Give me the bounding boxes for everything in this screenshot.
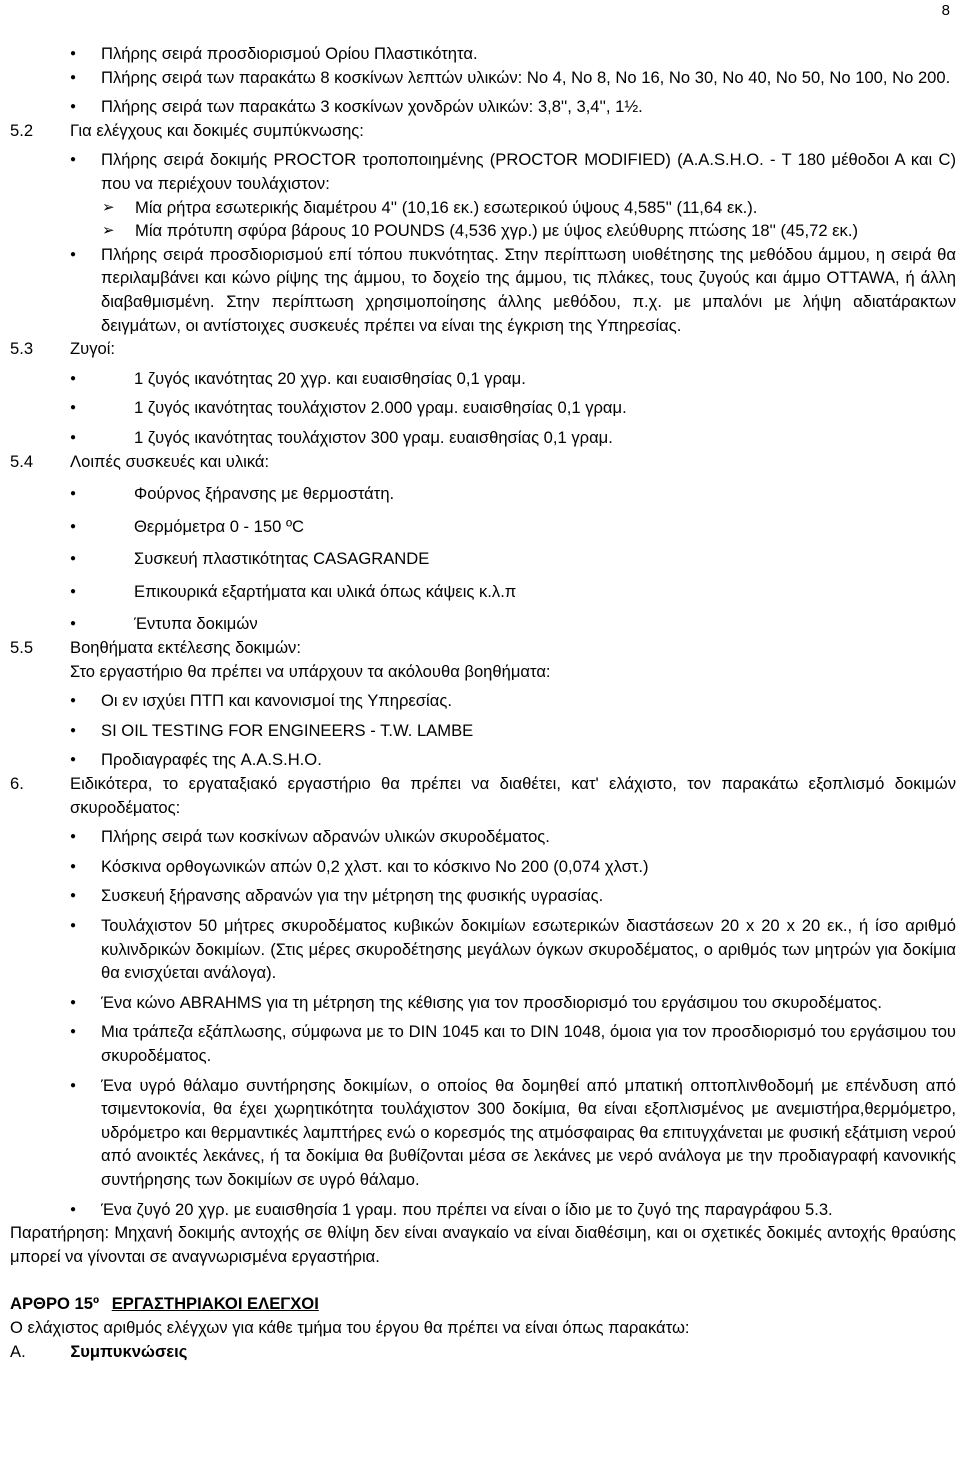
list-item: ● Φούρνος ξήρανσης με θερμοστάτη.: [10, 482, 956, 506]
list-item: ● Μια τράπεζα εξάπλωσης, σύμφωνα με το DIN 1045 και το DIN 1048, όμοια για τον προσδιορισμό του εργάσιμου του σκυροδέματος.: [10, 1020, 956, 1067]
subsection-title: Συμπυκνώσεις: [70, 1341, 188, 1361]
article-intro: Ο ελάχιστος αριθμός ελέγχων για κάθε τμήμα του έργου θα πρέπει να είναι όπως παρακάτω:: [10, 1317, 690, 1337]
page-number: 8: [941, 2, 950, 19]
section-5-2: [10, 119, 956, 143]
list-item: ● 1 ζυγός ικανότητας 20 χγρ. και ευαισθησίας 0,1 γραμ.: [10, 367, 956, 391]
list-item: ● Ένα κώνο ABRAHMS για τη μέτρηση της κέθισης για τον προσδιορισμό του εργάσιμου του σκυροδέματος.: [10, 991, 956, 1015]
section-5-5: [10, 636, 956, 660]
article-heading: [10, 1292, 956, 1316]
list-item: ● Συσκευή ξήρανσης αδρανών για την μέτρηση της φυσικής υγρασίας.: [10, 884, 956, 908]
document-body: [10, 42, 956, 1363]
subsection-letter: Α.: [10, 1341, 26, 1361]
list-item: ● Ένα ζυγό 20 χγρ. με ευαισθησία 1 γραμ. που πρέπει να είναι ο ίδιο με το ζυγό της παραγράφου 5.3.: [10, 1198, 956, 1222]
list-item: ● Θερμόμετρα 0 - 150 ºC: [10, 515, 956, 539]
list-item: ● Ένα υγρό θάλαμο συντήρησης δοκιμίων, ο οποίος θα δομηθεί από μπατική οπτοπλινθοδομή με επένδυση από τσιμεντοκονία, θα έχει χωρητικότητα τουλάχιστον 300 δοκίμια, θα είναι εξοπλισμένος με ανεμιστήρα,θερμόμετρο, υδρόμετρο και θερμαντικές λαμπτήρες ενώ ο κορεσμός της ατμόσφαιρας θα επιτυγχάνεται με φυσική εξάτμιση νερού από ανοικτές λεκάνες, ή τα δοκίμια θα βυθίζονται μέσα σε λεκάνες με νερό ανάλογα με την προδιαγραφή κανονικής συντήρησης των δοκιμίων σε υγρό θάλαμο.: [10, 1074, 956, 1192]
list-item: ● Πλήρης σειρά προσδιορισμού Ορίου Πλαστικότητα.: [10, 42, 956, 66]
list-item: ● Πλήρης σειρά των παρακάτω 8 κοσκίνων λεπτών υλικών: Νο 4, Νο 8, Νο 16, Νο 30, Νο 40, Νο 50, Νο 100, Νο 200.: [10, 66, 956, 90]
section-number: 6.: [10, 774, 24, 794]
list-item: ● SI OIL TESTING FOR ENGINEERS - T.W. LAMBE: [10, 719, 956, 743]
list-item: ● 1 ζυγός ικανότητας τουλάχιστον 2.000 γραμ. ευαισθησίας 0,1 γραμ.: [10, 396, 956, 420]
section-title: Ειδικότερα, το εργαταξιακό εργαστήριο θα πρέπει να διαθέτει, κατ' ελάχιστο, τον παρακάτω εξοπλισμό δοκιμών σκυροδέματος:: [70, 774, 956, 817]
section-5-3: [10, 337, 956, 361]
list-item: ● Έντυπα δοκιμών: [10, 612, 956, 636]
list-item: ● 1 ζυγός ικανότητας τουλάχιστον 300 γραμ. ευαισθησίας 0,1 γραμ.: [10, 426, 956, 450]
subsection-a: [10, 1340, 956, 1364]
note-paragraph: Παρατήρηση: Μηχανή δοκιμής αντοχής σε θλίψη δεν είναι αναγκαίο να είναι διαθέσιμη, και οι σχετικές δοκιμές αντοχής θραύσης μπορεί να γίνονται σε αναγνωρισμένα εργαστήρια.: [10, 1223, 956, 1266]
list-item: ● Τουλάχιστον 50 μήτρες σκυροδέματος κυβικών δοκιμίων εσωτερικών διαστάσεων 20 x 20 x 20 εκ., ή ίσο αριθμό κυλινδρικών δοκιμίων. (Στις μέρες σκυροδέτησης μεγάλων όγκων σκυροδέματος, ο αριθμός των μητρών για δοκίμια θα ενισχύεται ανάλογα).: [10, 914, 956, 985]
sub-item: ➢ Μία ρήτρα εσωτερικής διαμέτρου 4'' (10,16 εκ.) εσωτερικού ύψους 4,585'' (11,64 εκ.).: [10, 196, 956, 220]
section-title: Ζυγοί:: [70, 339, 116, 359]
section-title: Λοιπές συσκευές και υλικά:: [70, 451, 270, 471]
list-item: ● Κόσκινα ορθογωνικών απών 0,2 χλστ. και το κόσκινο Νο 200 (0,074 χλστ.): [10, 855, 956, 879]
article-title: ΕΡΓΑΣΤΗΡΙΑΚΟΙ ΕΛΕΓΧΟΙ: [111, 1294, 319, 1314]
list-item: ● Προδιαγραφές της A.A.S.H.O.: [10, 748, 956, 772]
section-number: 5.3: [10, 339, 34, 359]
list-item: ● Συσκευή πλαστικότητας CASAGRANDE: [10, 547, 956, 571]
list-item: ● Πλήρης σειρά των κοσκίνων αδρανών υλικών σκυροδέματος.: [10, 825, 956, 849]
section-number: 5.2: [10, 120, 34, 140]
section-title: Για ελέγχους και δοκιμές συμπύκνωσης:: [70, 120, 364, 140]
section-5-4: [10, 450, 956, 474]
section-number: 5.4: [10, 451, 34, 471]
section-title: Βοηθήματα εκτέλεσης δοκιμών:: [70, 638, 301, 658]
list-item: ● Πλήρης σειρά των παρακάτω 3 κοσκίνων χονδρών υλικών: 3,8'', 3,4'', 1½.: [10, 95, 956, 119]
list-item: ● Πλήρης σειρά δοκιμής PROCTOR τροποποιημένης (PROCTOR MODIFIED) (A.A.S.H.O. - T 180 μέθοδοι Α και C) που να περιέχουν τουλάχιστον:: [10, 148, 956, 195]
article-label: ΑΡΘΡΟ 15º: [10, 1294, 100, 1314]
section-number: 5.5: [10, 638, 34, 658]
section-intro: Στο εργαστήριο θα πρέπει να υπάρχουν τα ακόλουθα βοηθήματα:: [70, 661, 551, 681]
list-item: ● Επικουρικά εξαρτήματα και υλικά όπως κάψεις κ.λ.π: [10, 580, 956, 604]
list-item: ● Πλήρης σειρά προσδιορισμού επί τόπου πυκνότητας. Στην περίπτωση υιοθέτησης της μεθόδου άμμου, η σειρά θα περιλαμβάνει και κώνο ρίψης της άμμου, το δοχείο της άμμου, τις πλάκες, τους ζυγούς και άμμο OTTAWA, ή άλλη διαβαθμισμένη. Στην περίπτωση χρησιμοποίησης άλλης μεθόδου, π.χ. με μπαλόνι με λήψη αδιατάρακτων δειγμάτων, οι αντίστοιχες συσκευές πρέπει να είναι της έγκριση της Υπηρεσίας.: [10, 243, 956, 337]
sub-item: ➢ Μία πρότυπη σφύρα βάρους 10 POUNDS (4,536 χγρ.) με ύψος ελεύθυρης πτώσης 18'' (45,72 εκ.): [10, 219, 956, 243]
list-item: ● Οι εν ισχύει ΠΤΠ και κανονισμοί της Υπηρεσίας.: [10, 689, 956, 713]
section-6: [10, 772, 956, 819]
